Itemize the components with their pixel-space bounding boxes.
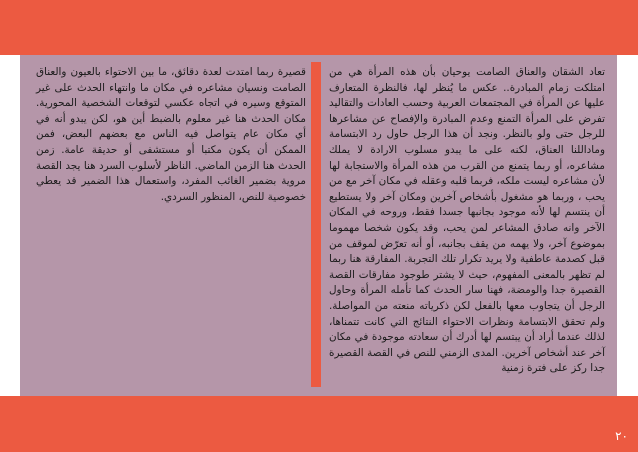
right-text-column — [329, 65, 605, 377]
right-column-paragraph: تعاد الشقان والعناق الصامت يوحيان بأن هذه المرأة هي من امتلكت زمام المبادرة.. عكس ما يُنظر لها، فالنظرة المتعارف عليها عن المرأة في المجتمعات العربية وحسب العادات والتقاليد تفرض على المرأة التمنع وعدم المبادرة والإفصاح عن مشاعرها للرجل حتى ولو بالنظر. ونجد أن هذا الرجل حاول رد الابتسامة وماداللنا العناق، لكنه على ما يبدو مسلوب الارادة لا يملك مشاعره، أو ربما يتمنع من القرب من هذه المرأة والاستجابة لها لأن مشاعره ليست ملكه، فربما قلبه وعقله في مكان آخر مع من يحب ، وربما هو مشغول بأشخاص آخرين ومكان آخر ولا يستطيع أن ينتسم لها لأنه موجود بجانبها جسدا فقط، وروحه في المكان الآخر وانه صادق المشاعر لمن يحب، وقد يكون شخصا مهموما بموضوع آخر، ولا يهمه من يقف بجانبه، أو أنه تعرّض لموقف من قبل كصدمة عاطفية ولا يريد تكرار تلك التجربة. المفارقة هنا ربما لم تظهر بالمعنى المفهوم، حيث لا يشتر طوجود مفارقات القصة القصيرة جدا والومضة، فهنا سار الحدث كما تأمله المرأة وحاول الرجل أن يتجاوب معها بالفعل لكن ذكرياته منعته من المواصلة. ولم تحقق الابتسامة ونظرات الاحتواء النتائج التي كانت تتمناها، لذلك عندما أراد أن يبتسم لها أدرك أن سعادته موجودة في مكان آخر عند أشخاص آخرين. المدى الزمني للنص في القصة القصيرة جدا ركز على فترة زمنية — [329, 66, 605, 375]
column-divider-bar — [311, 62, 321, 387]
page-number: ٢٠ — [615, 429, 628, 443]
left-column-paragraph: قصيرة ربما امتدت لعدة دقائق، ما بين الاحتواء بالعيون والعناق الصامت ونسيان مشاعره في مكان ما وانتهاء الحدث على غير المتوقع وسيره في اتجاه عكسي لتوقعات الشخصية المحورية. مكان الحدث هنا غير معلوم بالضبط أين هو، لكن يبدو أنه في أي مكان عام يتواصل فيه الناس مع بعضهم البعض، فمن الممكن أن يكون مكتبا أو مستشفى أو حديقة عامة. زمن الحدث هنا الزمن الماضي. الناظر لأسلوب السرد هنا يجد القصة مروية بضمير الغائب المفرد، واستعمال هذا الضمير قد يعطي خصوصية للنص، المنظور السردي. — [36, 66, 306, 203]
top-color-band — [0, 0, 638, 55]
left-text-column — [36, 65, 306, 205]
bottom-color-band — [0, 396, 638, 452]
